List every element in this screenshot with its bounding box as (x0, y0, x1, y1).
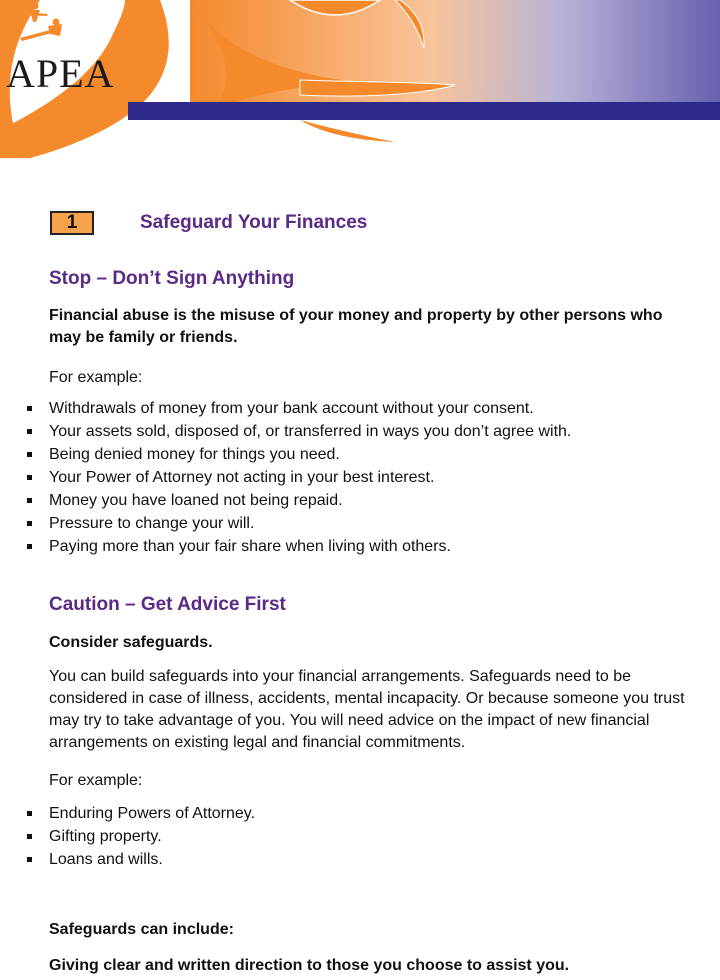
header-banner (0, 0, 720, 160)
list-item: Paying more than your fair share when living with others. (0, 535, 571, 558)
list-item: Money you have loaned not being repaid. (0, 489, 571, 512)
list-item: Withdrawals of money from your bank account without your consent. (0, 397, 571, 420)
stop-heading: Stop – Don’t Sign Anything (49, 268, 295, 289)
caution-heading: Caution – Get Advice First (49, 594, 286, 615)
list-item: Enduring Powers of Attorney. (0, 802, 255, 825)
stop-for-example: For example: (49, 369, 143, 386)
caution-for-example: For example: (49, 772, 143, 789)
section-header (50, 211, 367, 235)
stop-intro: Financial abuse is the misuse of your money and property by other persons who may be family or friends. (49, 307, 663, 346)
safeguards-first-item: Giving clear and written direction to those you choose to assist you. (49, 957, 570, 974)
section-number-badge: 1 (50, 211, 94, 235)
list-item: Pressure to change your will. (0, 512, 571, 535)
list-item: Loans and wills. (0, 848, 255, 871)
list-item: Being denied money for things you need. (0, 443, 571, 466)
list-item: Your assets sold, disposed of, or transferred in ways you don’t agree with. (0, 420, 571, 443)
safeguards-label: Safeguards can include: (49, 921, 234, 938)
safeguard-examples-list (0, 802, 255, 871)
apea-logo-icon (0, 0, 70, 42)
caution-paragraph: You can build safeguards into your financial arrangements. Safeguards need to be considered in case of illness, accidents, mental incapacity. Or because someone you trust may try to take advantage of you. You will need advice on the impact of new financial arrangements on existing legal and financial commitments. (49, 668, 685, 751)
list-item: Your Power of Attorney not acting in your best interest. (0, 466, 571, 489)
caution-subheading: Consider safeguards. (49, 634, 213, 651)
abuse-examples-list (0, 397, 571, 558)
list-item: Gifting property. (0, 825, 255, 848)
apea-logo-text: APEA (6, 51, 115, 96)
section-title: Safeguard Your Finances (140, 212, 368, 233)
